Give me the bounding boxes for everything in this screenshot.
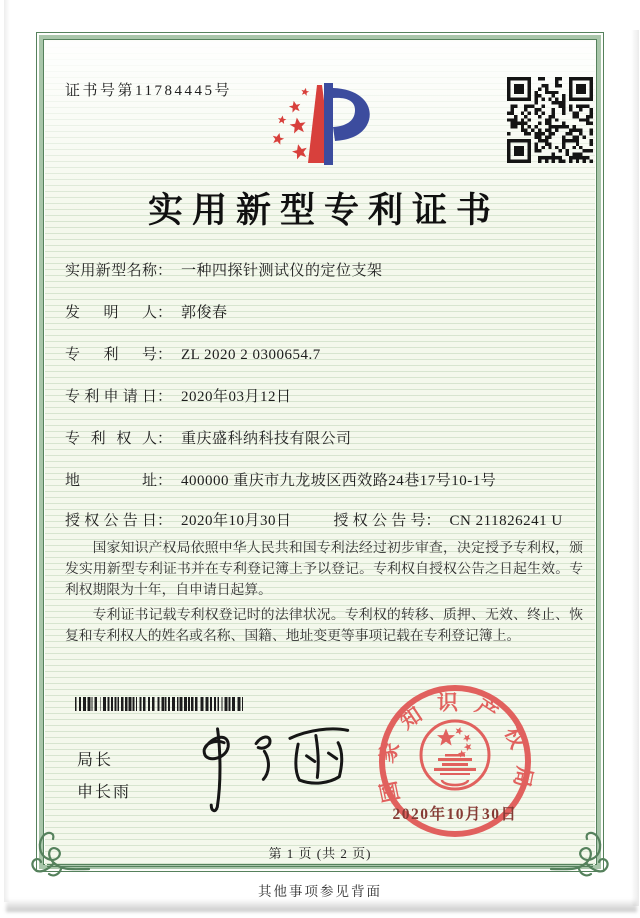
field-label: 专利权人 <box>65 431 157 447</box>
field-value: ZL 2020 2 0300654.7 <box>181 347 321 363</box>
signature-image <box>183 721 363 816</box>
seal-agency-text: 国家知识产权局 <box>373 690 537 805</box>
field-row-filing-date <box>65 385 292 406</box>
field-value: CN 211826241 U <box>449 513 563 529</box>
field-colon: ： <box>157 263 173 279</box>
field-value: 一种四探针测试仪的定位支架 <box>181 263 383 279</box>
field-row-address <box>65 469 496 490</box>
signer-title: 局长 <box>77 752 114 769</box>
svg-text:国家知识产权局 <box>373 691 537 805</box>
legal-paragraph: 专利证书记载专利权登记时的法律状况。专利权的转移、质押、无效、终止、恢复和专利权人的姓名或名称、国籍、地址变更等事项记载在专利登记簿上。 <box>65 607 583 643</box>
field-row-patent-no <box>65 343 321 364</box>
field-colon: ： <box>157 473 173 489</box>
certificate-number: 证书号第11784445号 <box>65 83 232 99</box>
barcode <box>75 697 243 711</box>
field-value: 郭俊春 <box>181 305 228 321</box>
field-label: 专利申请日 <box>65 389 157 405</box>
field-label: 授权公告号 <box>333 513 426 529</box>
legal-paragraph: 国家知识产权局依照中华人民共和国专利法经过初步审查，决定授予专利权，颁发实用新型专利证书并在专利登记簿上予以登记。专利权自授权公告之日起生效。专利权期限为十年，自申请日起算。 <box>65 540 583 597</box>
signer-name: 申长雨 <box>77 784 132 801</box>
field-colon: ： <box>425 513 441 529</box>
field-row-grant <box>65 509 563 530</box>
page-number: 第 1 页 (共 2 页) <box>268 846 372 861</box>
field-colon: ： <box>157 347 173 363</box>
legal-text <box>65 537 583 650</box>
field-row-patentee <box>65 427 352 448</box>
photo-edge-right <box>631 30 639 906</box>
field-value: 重庆盛科纳科技有限公司 <box>181 431 352 447</box>
field-label: 实用新型名称 <box>65 263 157 279</box>
field-value: 2020年10月30日 <box>181 513 292 529</box>
corner-flourish-icon <box>29 829 91 879</box>
field-label: 地址 <box>65 473 157 489</box>
patent-certificate <box>36 32 604 872</box>
back-side-note: 其他事项参见背面 <box>258 884 382 899</box>
field-row-name <box>65 259 383 280</box>
photo-edge-bottom <box>6 899 637 912</box>
field-label: 专利号 <box>65 347 157 363</box>
corner-flourish-icon <box>549 829 611 879</box>
field-value: 2020年03月12日 <box>181 389 292 405</box>
photo-edge-left <box>4 0 10 902</box>
qr-code <box>507 77 593 163</box>
field-colon: ： <box>157 513 173 529</box>
national-emblem-icon <box>421 721 489 789</box>
field-row-inventor <box>65 301 228 322</box>
signer-block <box>77 745 131 809</box>
cnipa-logo-icon <box>255 79 387 169</box>
field-colon: ： <box>157 431 173 447</box>
seal-date: 2020年10月30日 <box>392 806 518 823</box>
bottom-ornament-rule <box>47 864 593 867</box>
field-value: 400000 重庆市九龙坡区西效路24巷17号10-1号 <box>181 473 497 489</box>
agency-seal <box>373 679 537 843</box>
certificate-title: 实用新型专利证书 <box>147 191 500 230</box>
field-colon: ： <box>157 389 173 405</box>
field-label: 发明人 <box>65 305 157 321</box>
field-label: 授权公告日 <box>65 513 157 529</box>
field-colon: ： <box>157 305 173 321</box>
field-group-grant-no <box>334 513 563 529</box>
